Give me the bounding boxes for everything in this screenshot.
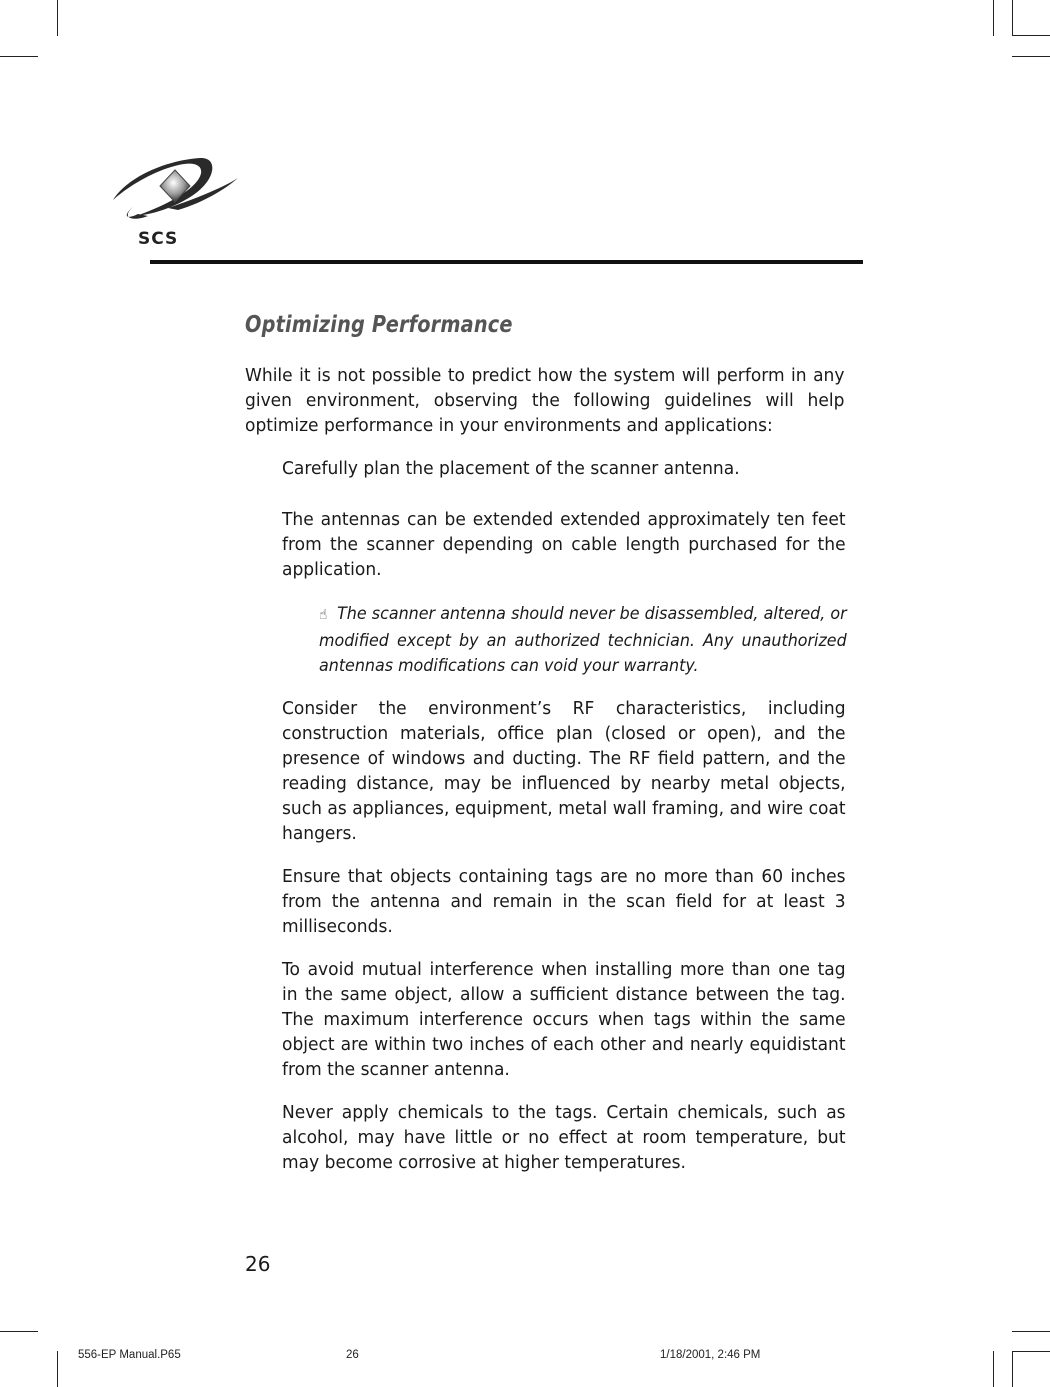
main-content: [245, 312, 863, 1194]
guideline-item: The antennas can be extended extended approximately ten feet from the scanner depending on cable length purchased for the application.: [282, 510, 846, 580]
logo-text: SCS: [138, 229, 179, 248]
crop-mark: [57, 1351, 58, 1387]
page-number: 26: [245, 1252, 271, 1276]
guideline-item: Never apply chemicals to the tags. Certain chemicals, such as alcohol, may have little or no effect at room temperature, but may become corrosive at higher temperatures.: [282, 1103, 846, 1173]
crop-mark: [0, 1331, 38, 1332]
header-rule: [150, 260, 863, 264]
guideline-item: Carefully plan the placement of the scanner antenna.: [282, 459, 740, 479]
guideline-item: To avoid mutual interference when installing more than one tag in the same object, allow a sufficient distance between the tag. The maximum interference occurs when tags within the same object are within two inches of each other and nearly equidistant from the scanner antenna.: [282, 960, 846, 1080]
scs-logo: [108, 158, 243, 248]
footer-page: 26: [346, 1349, 359, 1361]
crop-mark: [1012, 0, 1013, 36]
warning-note: [319, 601, 847, 678]
crop-mark: [993, 0, 994, 36]
footer-datetime: 1/18/2001, 2:46 PM: [660, 1349, 761, 1361]
crop-mark: [1012, 56, 1050, 57]
guideline-item: Consider the environment’s RF characteristics, including construction materials, office plan (closed or open), and the presence of windows and ducting. The RF field pattern, and the reading distance, may be influenced by nearby metal objects, such as appliances, equipment, metal wall framing, and wire coat hangers.: [282, 699, 846, 844]
crop-mark: [1012, 35, 1050, 36]
hand-pointer-icon: ☝: [319, 607, 328, 623]
crop-mark: [1012, 1351, 1013, 1387]
crop-mark: [1012, 1331, 1050, 1332]
page-title: Optimizing Performance: [245, 312, 513, 338]
intro-paragraph: While it is not possible to predict how the system will perform in any given environment, observing the following guidelines will help optimize performance in your environments and applications:: [245, 366, 845, 436]
footer-filename: 556-EP Manual.P65: [78, 1349, 181, 1361]
guideline-item: Ensure that objects containing tags are no more than 60 inches from the antenna and remain in the scan field for at least 3 milliseconds.: [282, 867, 846, 937]
crop-mark: [1012, 1351, 1050, 1352]
crop-mark: [993, 1351, 994, 1387]
note-text: The scanner antenna should never be disassembled, altered, or modified except by an authorized technician. Any unauthorized antennas modifications can void your warranty.: [319, 604, 847, 675]
crop-mark: [57, 0, 58, 36]
crop-mark: [0, 56, 38, 57]
